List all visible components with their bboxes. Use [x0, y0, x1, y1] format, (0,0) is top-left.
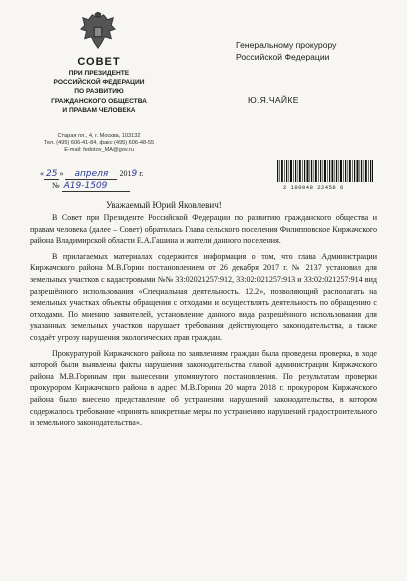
phone-line: Тел. (495) 606-41-84, факс (495) 606-48-55 — [43, 140, 155, 146]
org-line: ПО РАЗВИТИЮ — [74, 88, 124, 96]
date-year-end: г. — [139, 169, 144, 178]
addressee-country: Российской Федерации — [236, 51, 330, 62]
paragraph: В Совет при Президенте Российской Федерации по развитию гражданского общества и правам человека (далее – Совет) обратилась Глава сельского поселения Филипповское Киржачского района Владимирской области Е.А.Гашина и жители данного поселения. — [30, 213, 377, 246]
greeting: Уважаемый Юрий Яковлевич! — [106, 200, 222, 210]
date-year-prefix: 201 — [119, 169, 132, 178]
number-label: № — [52, 181, 60, 190]
org-line: ПРИ ПРЕЗИДЕНТЕ — [68, 70, 130, 77]
date-day: 25 — [46, 169, 58, 179]
barcode-number: 2 100048 22458 6 — [283, 184, 344, 191]
barcode-icon — [276, 160, 374, 182]
coat-of-arms-icon — [79, 12, 117, 52]
email-line: E-mail: fedotov_MA@gov.ru — [64, 147, 134, 153]
org-line: ГРАЖДАНСКОГО ОБЩЕСТВА — [51, 97, 147, 105]
addressee-name: Ю.Я.ЧАЙКЕ — [248, 95, 299, 105]
date-year-suffix: 9 — [131, 169, 138, 179]
date-month: апреля — [65, 169, 117, 180]
org-address — [40, 133, 158, 154]
addressee-block — [236, 40, 336, 63]
org-line: РОССИЙСКОЙ ФЕДЕРАЦИИ — [53, 79, 145, 87]
letter-body — [30, 212, 377, 433]
paragraph: Прокуратурой Киржачского района по заявлениям граждан была проведена проверка, в ходе которой были выявлены факты нарушения законодательства главой администрации Киржачского района М.В.Гориным при вынесении упомянутого постановления. По результатам проверки прокурором Киржачского района в адрес М.В.Горина 20 марта 2018 г. прокурором Киржачского района было внесено представление об устранении нарушений законодательства, в котором содержалось требование «принять конкретные меры по устранению нарушений градостроительного и земельного законодательства». — [30, 348, 377, 428]
addressee-position: Генеральному прокурору — [236, 40, 337, 50]
registration-date: « 25 » апреля 2019 г. — [40, 169, 144, 179]
org-line: И ПРАВАМ ЧЕЛОВЕКА — [62, 106, 136, 114]
number-value: А19-1509 — [62, 181, 130, 192]
registration-number — [52, 181, 130, 192]
paragraph: В прилагаемых материалах содержится информация о том, что глава Администрации Киржачского района М.В.Горин постановлением от 26 декабря 2017 г. № 2137 установил для земельных участков с кадастровыми №№ 33:02021257:912, 33:02:021257:913 и 33:02:021257:914 вид разрешённого использования «Специальная деятельность. 12.2», позволяющий располагать на земельных участках объекты обращения с отходами и осуществлять деятельность по обращению с отходами. По мнению заявителей, установление данного вида разрешённого использования для указанных земельных участков нарушает требования действующего законодательства, а также создаёт угрозу нарушения экологических прав граждан. — [30, 251, 377, 342]
address-line: Старая пл., 4, г. Москва, 103132 — [57, 133, 141, 139]
org-title: СОВЕТ — [77, 56, 121, 68]
organization-header — [40, 56, 158, 115]
